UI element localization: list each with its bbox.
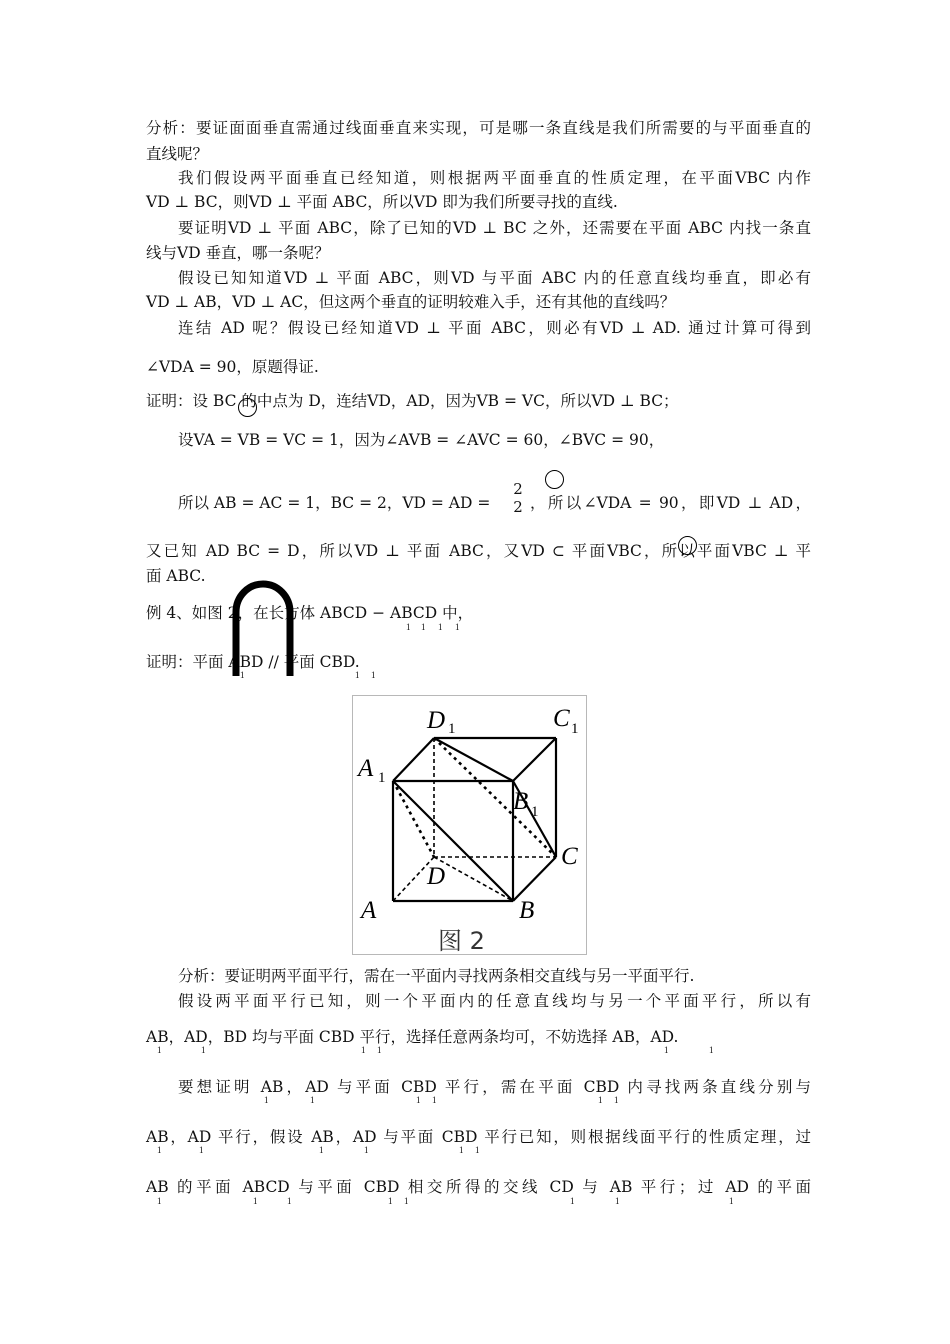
text-line: 要证明VD ⊥ 平面 ABC，除了已知的VD ⊥ BC 之外，还需要在平面 ABC 内找一条直 — [178, 219, 811, 237]
text-line: 例 4、如图 2，在长方体 ABCD − ABCD 中， — [146, 604, 474, 622]
text-line: 要想证明 AB，AD 与平面 CBD 平行，需在平面 CBD 内寻找两条直线分别与 — [178, 1078, 811, 1096]
label-sub: 1 — [448, 721, 456, 737]
label-A: A — [361, 897, 377, 924]
cuboid-diagram — [353, 696, 586, 954]
subscript: 1 — [438, 622, 443, 632]
label-B1: B — [513, 788, 529, 815]
fraction-numerator: 2 — [513, 480, 523, 498]
subscript: 1 — [264, 1095, 269, 1105]
diagonal-D1B1 — [434, 738, 513, 781]
label-sub: 1 — [571, 721, 579, 737]
text-line: AB，AD，BD 均与平面 CBD 平行，选择任意两条均可，不妨选择 AB，AD. — [146, 1028, 679, 1046]
subscript: 1 — [310, 1095, 315, 1105]
dotted-A1D — [393, 781, 434, 857]
figure-caption: 图 2 — [438, 927, 485, 954]
label-sub: 1 — [531, 804, 539, 820]
text-line: AB，AD 平行，假设 AB，AD 与平面 CBD 平行已知，则根据线面平行的性质定理，过 — [146, 1128, 811, 1146]
subscript: 1 — [377, 1045, 382, 1055]
subscript: 1 — [201, 1045, 206, 1055]
label-C1: C — [553, 705, 570, 732]
subscript: 1 — [287, 1196, 292, 1206]
text-line: ∠VDA = 90，原题得证. — [146, 358, 319, 376]
edge-B1C1 — [513, 738, 556, 781]
text-line: 假设已知知道VD ⊥ 平面 ABC，则VD 与平面 ABC 内的任意直线均垂直，即必有 — [178, 269, 811, 287]
annotation-circle — [678, 536, 697, 555]
subscript: 1 — [157, 1045, 162, 1055]
subscript: 1 — [664, 1045, 669, 1055]
subscript: 1 — [361, 1045, 366, 1055]
label-D: D — [427, 863, 446, 890]
subscript: 1 — [455, 622, 460, 632]
text-line: 线与VD 垂直，哪一条呢？ — [146, 244, 330, 262]
text-line: 连结 AD 呢？假设已经知道VD ⊥ 平面 ABC，则必有VD ⊥ AD. 通过计算可得到 — [178, 319, 811, 337]
fraction — [511, 480, 525, 516]
subscript: 1 — [475, 1145, 480, 1155]
text-line: 分析：要证面面垂直需通过线面垂直来实现，可是哪一条直线是我们所需要的与平面垂直的 — [146, 119, 811, 137]
text-line: 设VA = VB = VC = 1，因为∠AVB = ∠AVC = 60，∠BVC = 90， — [178, 431, 665, 449]
subscript: 1 — [388, 1196, 393, 1206]
text-line: 分析：要证明两平面平行，需在一平面内寻找两条相交直线与另一平面平行. — [178, 967, 695, 985]
subscript: 1 — [570, 1196, 575, 1206]
text-line: 假设两平面平行已知，则一个平面内的任意直线均与另一个平面平行，所以有 — [178, 992, 811, 1010]
hidden-edge-DB — [434, 857, 513, 901]
subscript: 1 — [615, 1196, 620, 1206]
text-line: 直线呢？ — [146, 145, 209, 163]
subscript: 1 — [416, 1095, 421, 1105]
text-line: 所以 AB = AC = 1，BC = 2，VD = AD = — [178, 494, 491, 512]
annotation-circle — [545, 470, 564, 489]
label-A1: A — [358, 755, 374, 782]
text-line: ，所以∠VDA = 90，即VD ⊥ AD， — [530, 494, 811, 512]
edge-BC — [513, 857, 556, 901]
arch-annotation — [230, 578, 296, 676]
text-line: AB 的平面 ABCD 与平面 CBD 相交所得的交线 CD 与 AB 平行；过 AD 的平面 — [146, 1178, 811, 1196]
figure-cuboid — [352, 695, 587, 955]
subscript: 1 — [459, 1145, 464, 1155]
subscript: 1 — [371, 670, 376, 680]
fraction-denominator: 2 — [513, 498, 523, 516]
subscript: 1 — [157, 1196, 162, 1206]
text-line: 证明：设 BC 的中点为 D，连结VD，AD，因为VB = VC，所以VD ⊥ BC； — [146, 392, 679, 410]
subscript: 1 — [729, 1196, 734, 1206]
text-line: 我们假设两平面垂直已经知道，则根据两平面垂直的性质定理，在平面VBC 内作 — [178, 169, 811, 187]
label-C: C — [561, 843, 578, 870]
subscript: 1 — [355, 670, 360, 680]
edge-A1D1 — [393, 738, 434, 781]
subscript: 1 — [614, 1095, 619, 1105]
subscript: 1 — [709, 1045, 714, 1055]
subscript: 1 — [598, 1095, 603, 1105]
annotation-circle — [238, 398, 257, 417]
text-line: VD ⊥ BC，则VD ⊥ 平面 ABC，所以VD 即为我们所要寻找的直线. — [146, 193, 618, 211]
label-D1: D — [427, 707, 446, 734]
text-line: 面 ABC. — [146, 567, 206, 585]
subscript: 1 — [364, 1145, 369, 1155]
subscript: 1 — [319, 1145, 324, 1155]
text-line: 又已知 AD BC = D，所以VD ⊥ 平面 ABC，又VD ⊂ 平面VBC，所以平面VBC ⊥ 平 — [146, 542, 811, 560]
subscript: 1 — [199, 1145, 204, 1155]
subscript: 1 — [240, 670, 245, 680]
text-line: VD ⊥ AB，VD ⊥ AC，但这两个垂直的证明较难入手，还有其他的直线吗？ — [146, 293, 676, 311]
subscript: 1 — [406, 622, 411, 632]
subscript: 1 — [404, 1196, 409, 1206]
text-line: 证明：平面 ABD // 平面 CBD. — [146, 653, 360, 671]
subscript: 1 — [421, 622, 426, 632]
subscript: 1 — [157, 1145, 162, 1155]
subscript: 1 — [432, 1095, 437, 1105]
label-sub: 1 — [378, 770, 386, 786]
label-B: B — [519, 897, 535, 924]
subscript: 1 — [253, 1196, 258, 1206]
